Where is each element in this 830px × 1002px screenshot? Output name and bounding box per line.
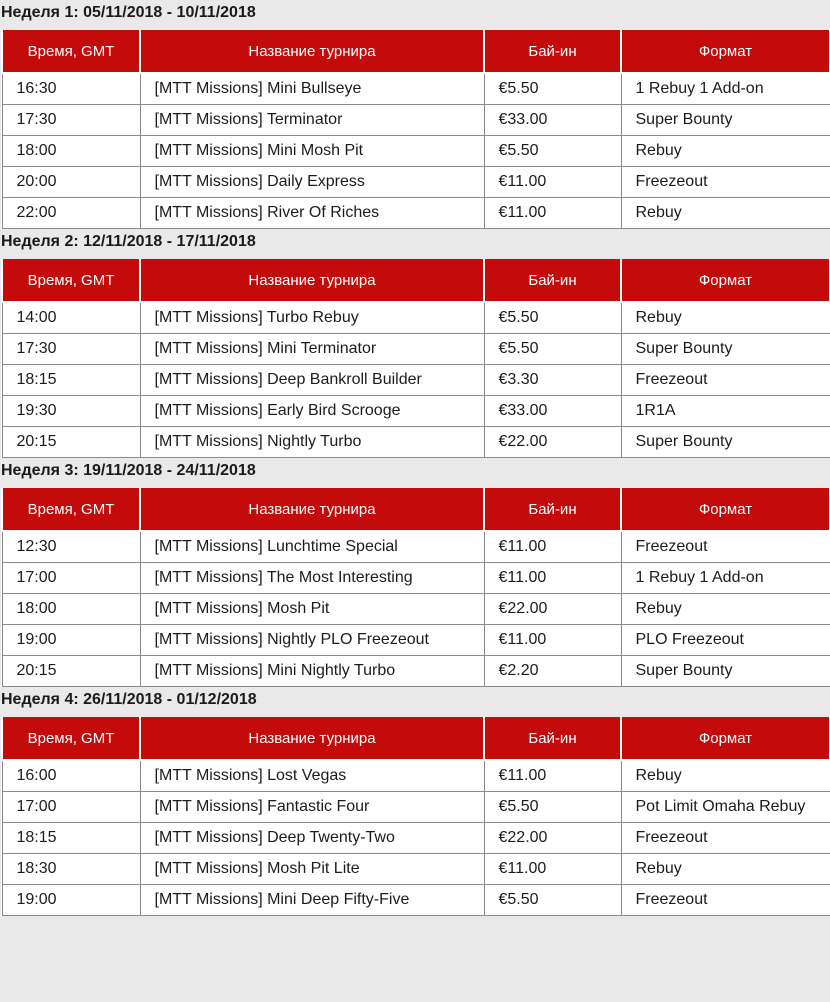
- cell-name: [MTT Missions] Mini Deep Fifty-Five: [140, 885, 484, 916]
- cell-buyin: €11.00: [484, 198, 621, 229]
- column-header-format: Формат: [621, 717, 830, 760]
- table-row: [2, 594, 830, 625]
- cell-name: [MTT Missions] Nightly PLO Freezeout: [140, 625, 484, 656]
- week-title: Неделя 1: 05/11/2018 - 10/11/2018: [1, 4, 256, 21]
- cell-name: [MTT Missions] Mini Nightly Turbo: [140, 656, 484, 687]
- cell-buyin: €11.00: [484, 760, 621, 792]
- table-row: [2, 625, 830, 656]
- cell-name: [MTT Missions] Mini Mosh Pit: [140, 136, 484, 167]
- cell-buyin: €33.00: [484, 396, 621, 427]
- cell-name: [MTT Missions] Terminator: [140, 105, 484, 136]
- cell-buyin: €5.50: [484, 885, 621, 916]
- cell-format: Freezeout: [621, 823, 830, 854]
- cell-buyin: €5.50: [484, 334, 621, 365]
- cell-format: Rebuy: [621, 760, 830, 792]
- cell-time: 20:15: [2, 656, 140, 687]
- schedule-table: [1, 488, 830, 687]
- table-row: [2, 365, 830, 396]
- cell-buyin: €2.20: [484, 656, 621, 687]
- cell-time: 20:15: [2, 427, 140, 458]
- cell-format: Rebuy: [621, 198, 830, 229]
- cell-name: [MTT Missions] Lost Vegas: [140, 760, 484, 792]
- cell-time: 17:30: [2, 334, 140, 365]
- cell-name: [MTT Missions] Early Bird Scrooge: [140, 396, 484, 427]
- cell-name: [MTT Missions] Deep Bankroll Builder: [140, 365, 484, 396]
- table-row: [2, 854, 830, 885]
- column-header-time: Время, GMT: [2, 488, 140, 531]
- table-header-row: [2, 30, 830, 73]
- cell-buyin: €5.50: [484, 73, 621, 105]
- cell-buyin: €22.00: [484, 427, 621, 458]
- cell-name: [MTT Missions] Mini Terminator: [140, 334, 484, 365]
- cell-time: 19:00: [2, 885, 140, 916]
- cell-time: 14:00: [2, 302, 140, 334]
- cell-format: 1 Rebuy 1 Add-on: [621, 563, 830, 594]
- cell-time: 12:30: [2, 531, 140, 563]
- cell-format: Rebuy: [621, 302, 830, 334]
- column-header-format: Формат: [621, 488, 830, 531]
- cell-format: Rebuy: [621, 136, 830, 167]
- cell-format: 1 Rebuy 1 Add-on: [621, 73, 830, 105]
- table-row: [2, 885, 830, 916]
- cell-name: [MTT Missions] Fantastic Four: [140, 792, 484, 823]
- cell-buyin: €11.00: [484, 563, 621, 594]
- table-row: [2, 427, 830, 458]
- cell-time: 18:15: [2, 823, 140, 854]
- table-header-row: [2, 259, 830, 302]
- cell-format: Super Bounty: [621, 105, 830, 136]
- cell-buyin: €5.50: [484, 136, 621, 167]
- cell-format: Super Bounty: [621, 656, 830, 687]
- cell-name: [MTT Missions] Mosh Pit Lite: [140, 854, 484, 885]
- table-row: [2, 531, 830, 563]
- cell-name: [MTT Missions] Daily Express: [140, 167, 484, 198]
- table-header-row: [2, 717, 830, 760]
- cell-time: 16:00: [2, 760, 140, 792]
- cell-buyin: €33.00: [484, 105, 621, 136]
- cell-format: Super Bounty: [621, 427, 830, 458]
- cell-format: Super Bounty: [621, 334, 830, 365]
- table-row: [2, 198, 830, 229]
- cell-name: [MTT Missions] The Most Interesting: [140, 563, 484, 594]
- column-header-format: Формат: [621, 30, 830, 73]
- cell-time: 19:30: [2, 396, 140, 427]
- week-section-3: [0, 458, 830, 687]
- cell-buyin: €22.00: [484, 594, 621, 625]
- table-header-row: [2, 488, 830, 531]
- cell-buyin: €5.50: [484, 302, 621, 334]
- cell-name: [MTT Missions] Turbo Rebuy: [140, 302, 484, 334]
- cell-format: Freezeout: [621, 167, 830, 198]
- cell-name: [MTT Missions] River Of Riches: [140, 198, 484, 229]
- cell-time: 18:00: [2, 136, 140, 167]
- schedule-table: [1, 259, 830, 458]
- column-header-time: Время, GMT: [2, 259, 140, 302]
- table-row: [2, 760, 830, 792]
- column-header-buyin: Бай-ин: [484, 488, 621, 531]
- cell-name: [MTT Missions] Mini Bullseye: [140, 73, 484, 105]
- cell-time: 18:30: [2, 854, 140, 885]
- table-row: [2, 136, 830, 167]
- column-header-time: Время, GMT: [2, 30, 140, 73]
- cell-format: Pot Limit Omaha Rebuy: [621, 792, 830, 823]
- schedule-table: [1, 717, 830, 916]
- column-header-name: Название турнира: [140, 717, 484, 760]
- week-title: Неделя 2: 12/11/2018 - 17/11/2018: [1, 233, 256, 250]
- cell-time: 17:00: [2, 563, 140, 594]
- cell-time: 18:15: [2, 365, 140, 396]
- table-row: [2, 73, 830, 105]
- cell-buyin: €5.50: [484, 792, 621, 823]
- week-title: Неделя 4: 26/11/2018 - 01/12/2018: [1, 691, 257, 708]
- cell-time: 20:00: [2, 167, 140, 198]
- table-row: [2, 792, 830, 823]
- cell-buyin: €22.00: [484, 823, 621, 854]
- table-row: [2, 396, 830, 427]
- cell-format: PLO Freezeout: [621, 625, 830, 656]
- cell-time: 17:00: [2, 792, 140, 823]
- cell-buyin: €3.30: [484, 365, 621, 396]
- column-header-buyin: Бай-ин: [484, 30, 621, 73]
- table-row: [2, 334, 830, 365]
- column-header-name: Название турнира: [140, 259, 484, 302]
- table-row: [2, 656, 830, 687]
- cell-format: Rebuy: [621, 594, 830, 625]
- cell-name: [MTT Missions] Nightly Turbo: [140, 427, 484, 458]
- cell-time: 16:30: [2, 73, 140, 105]
- week-section-2: [0, 229, 830, 458]
- column-header-name: Название турнира: [140, 488, 484, 531]
- cell-buyin: €11.00: [484, 531, 621, 563]
- cell-time: 22:00: [2, 198, 140, 229]
- cell-name: [MTT Missions] Deep Twenty-Two: [140, 823, 484, 854]
- cell-time: 18:00: [2, 594, 140, 625]
- cell-format: Rebuy: [621, 854, 830, 885]
- column-header-buyin: Бай-ин: [484, 717, 621, 760]
- cell-format: Freezeout: [621, 531, 830, 563]
- schedule-table: [1, 30, 830, 229]
- cell-buyin: €11.00: [484, 167, 621, 198]
- table-row: [2, 105, 830, 136]
- cell-format: 1R1A: [621, 396, 830, 427]
- column-header-time: Время, GMT: [2, 717, 140, 760]
- column-header-format: Формат: [621, 259, 830, 302]
- week-section-1: [0, 0, 830, 229]
- cell-name: [MTT Missions] Lunchtime Special: [140, 531, 484, 563]
- column-header-name: Название турнира: [140, 30, 484, 73]
- cell-format: Freezeout: [621, 365, 830, 396]
- week-title: Неделя 3: 19/11/2018 - 24/11/2018: [1, 462, 256, 479]
- cell-time: 19:00: [2, 625, 140, 656]
- cell-format: Freezeout: [621, 885, 830, 916]
- cell-buyin: €11.00: [484, 854, 621, 885]
- table-row: [2, 167, 830, 198]
- table-row: [2, 823, 830, 854]
- column-header-buyin: Бай-ин: [484, 259, 621, 302]
- table-row: [2, 563, 830, 594]
- week-section-4: [0, 687, 830, 916]
- cell-name: [MTT Missions] Mosh Pit: [140, 594, 484, 625]
- table-row: [2, 302, 830, 334]
- cell-time: 17:30: [2, 105, 140, 136]
- cell-buyin: €11.00: [484, 625, 621, 656]
